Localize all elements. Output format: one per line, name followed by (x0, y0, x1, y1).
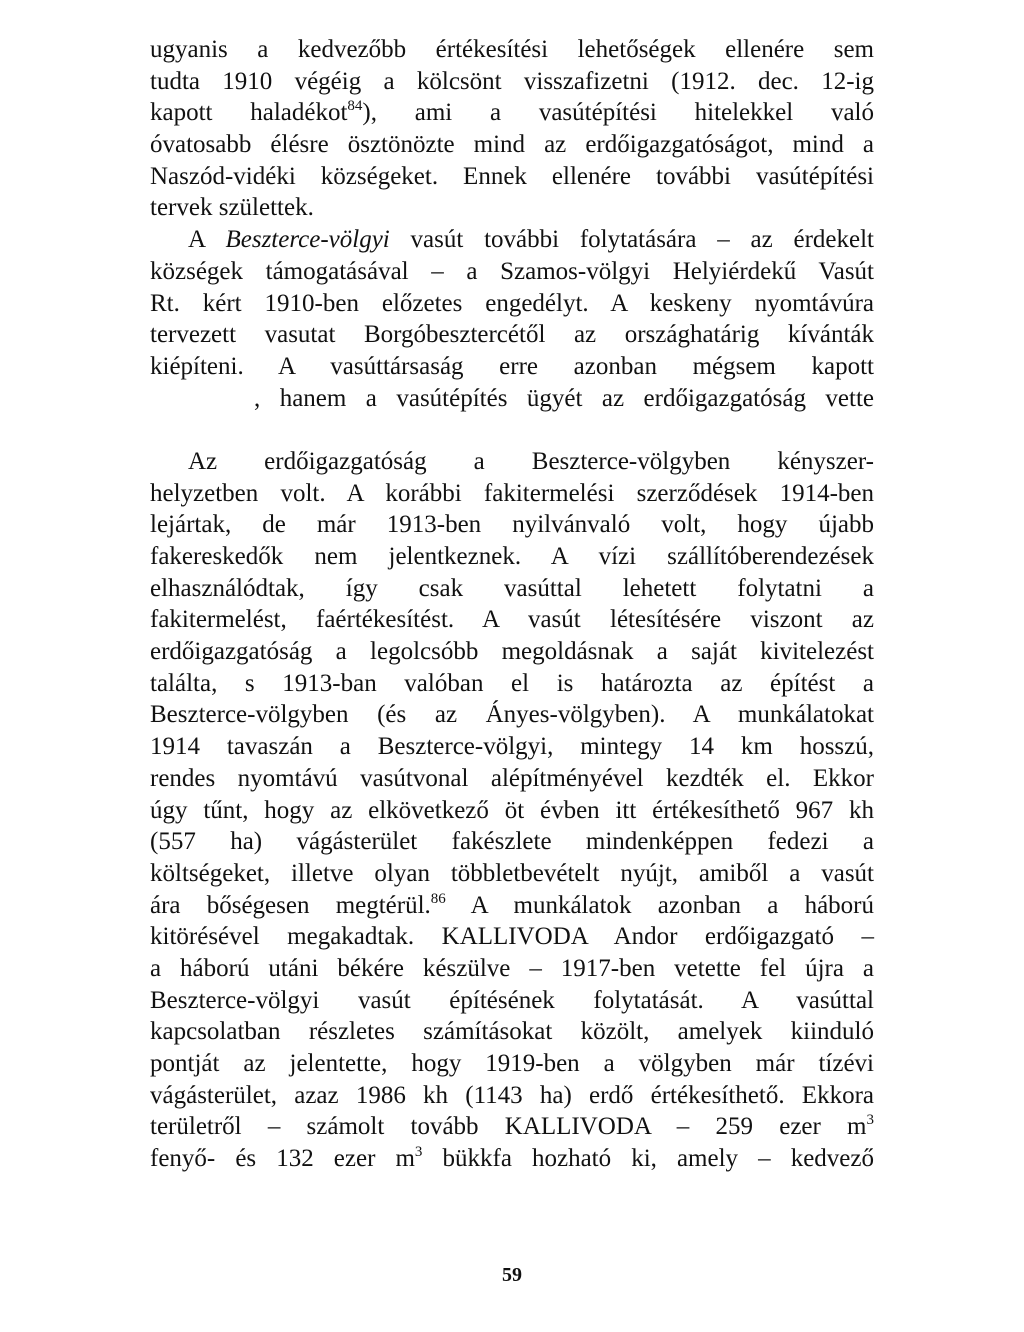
text-segment: A munkálatok azonban a háború (445, 891, 874, 919)
superscript: 3 (866, 1112, 874, 1129)
text-line: kapcsolatban részletes számításokat közölt, amelyek kiinduló (150, 1018, 874, 1046)
text-line: ugyanis a kedvezőbb értékesítési lehetőségek ellenére sem (150, 36, 874, 63)
text-line: Rt. kért 1910-ben előzetes engedélyt. A keskeny nyomtávúra (150, 289, 874, 317)
text-segment: területről – számolt tovább KALLIVODA – 259 ezer m (150, 1113, 867, 1141)
text-segment: ára bőségesen megtérül. (150, 891, 431, 919)
superscript: 3 (414, 1144, 423, 1161)
text-line: rendes nyomtávú vasútvonal alépítményével kezdték el. Ekkor (150, 764, 874, 792)
text-line: pontját az jelentette, hogy 1919-ben a völgyben már tízévi (150, 1050, 874, 1077)
footnote-ref: 84 (347, 98, 363, 115)
text-line: elhasználódtak, így csak vasúttal lehetett folytatni a (150, 574, 874, 602)
text-segment: fenyő- és 132 ezer m (150, 1145, 415, 1173)
text-line: Beszterce-völgyi vasút építésének folytatását. A vasúttal (150, 986, 874, 1014)
text-line: tudta 1910 végéig a kölcsönt visszafizetni (1912. dec. 12-ig (150, 67, 874, 95)
text-line: lejártak, de már 1913-ben nyilvánvaló volt, hogy újabb (150, 511, 874, 539)
text-line: találta, s 1913-ban valóban el is határozta az építést a (150, 669, 874, 697)
text-line: kitörésével megakadtak. KALLIVODA Andor erdőigazgató – (150, 923, 874, 951)
text-line (150, 97, 874, 129)
text-line: a háború utáni békére készülve – 1917-ben vetette fel újra a (150, 954, 874, 982)
text-line (150, 1143, 874, 1175)
page-number: 59 (502, 1264, 522, 1286)
text-line: vágásterület, azaz 1986 kh (1143 ha) erdő értékesíthető. Ekkora (150, 1081, 874, 1109)
text-line: fakereskedők nem jelentkeznek. A vízi szállítóberendezések (150, 543, 874, 570)
text-segment: vasút további folytatására – az érdekelt (389, 226, 874, 254)
text-line (150, 224, 874, 256)
text-line: óvatosabb élésre ösztönözte mind az erdőigazgatóságot, mind a (150, 131, 874, 159)
text-line (150, 890, 874, 922)
footnote-ref: 86 (430, 890, 446, 907)
text-line: helyzetben volt. A korábbi fakitermelési szerződések 1914-ben (150, 479, 874, 507)
text-line: Naszód-vidéki községeket. Ennek ellenére további vasútépítési (150, 162, 874, 190)
italic-term: Beszterce-völgyi (225, 226, 390, 254)
text-segment: A (188, 226, 226, 254)
text-line: Az erdőigazgatóság a Beszterce-völgyben kényszer- (188, 447, 874, 475)
text-segment: kapott haladékot (150, 99, 348, 127)
text-line: erdőigazgatóság a legolcsóbb megoldásnak a saját kivitelezést (150, 638, 874, 666)
text-line: fakitermelést, faértékesítést. A vasút létesítésére viszont az (150, 606, 874, 634)
text-line: tervezett vasutat Borgóbesztercétől az országhatárig kívánták (150, 321, 874, 349)
text-line: , hanem a vasútépítés ügyét az erdőigazgatóság vette (254, 384, 874, 412)
text-line: úgy tűnt, hogy az elkövetkező öt évben itt értékesíthető 967 kh (150, 796, 874, 824)
text-line: (557 ha) vágásterület fakészlete mindenképpen fedezi a (150, 828, 874, 856)
text-line (150, 1111, 874, 1143)
text-segment: ), ami a vasútépítési hitelekkel való (362, 99, 874, 127)
text-line: költségeket, illetve olyan többletbevételt nyújt, amiből a vasút (150, 859, 874, 887)
text-line: tervek születtek. (150, 194, 314, 222)
text-segment: bükkfa hozható ki, amely – kedvező (422, 1145, 874, 1173)
text-line: kiépíteni. A vasúttársaság erre azonban mégsem kapott (150, 352, 874, 380)
paragraph-gap (150, 414, 874, 446)
text-line: Beszterce-völgyben (és az Ányes-völgyben). A munkálatokat (150, 701, 874, 729)
document-body (150, 34, 874, 1175)
text-line: 1914 tavaszán a Beszterce-völgyi, mintegy 14 km hosszú, (150, 733, 874, 761)
text-line: községek támogatásával – a Szamos-völgyi Helyiérdekű Vasút (150, 257, 874, 285)
